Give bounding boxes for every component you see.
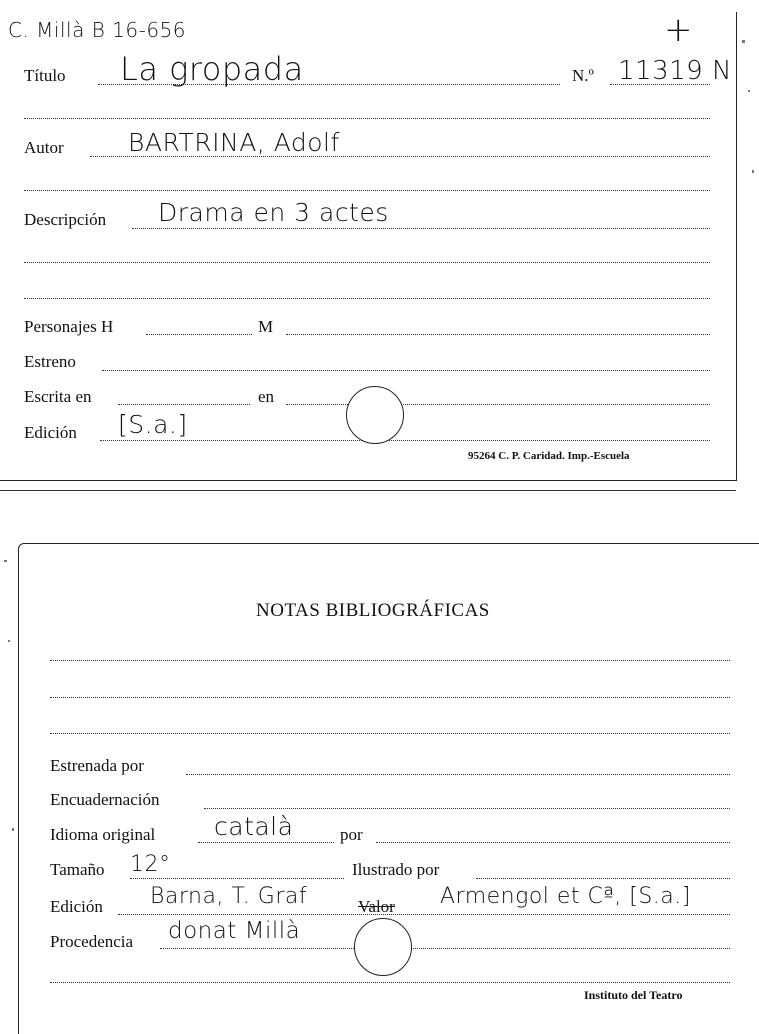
descripcion-line (132, 228, 710, 229)
tamano-value: 12° (130, 852, 171, 877)
personajes-h-line (146, 334, 252, 335)
estreno-label: Estreno (24, 352, 76, 371)
estreno-line (102, 370, 710, 371)
titulo-extra-line (24, 118, 710, 119)
edicion-back-line (118, 914, 730, 915)
call-number: C. Millà B 16-656 (8, 18, 187, 42)
edicion-back-struck: Valor (358, 897, 395, 916)
scan-speck (8, 640, 10, 642)
procedencia-label: Procedencia (50, 932, 134, 951)
numero-label: N.º (572, 66, 594, 85)
escrita-label: Escrita en (24, 387, 92, 406)
edicion-back-value-2: Armengol et Cª, [S.a.] (440, 884, 691, 909)
notas-line-1 (50, 660, 730, 661)
autor-extra-line (24, 190, 710, 191)
estrenada-label: Estrenada por (50, 756, 144, 775)
scan-speck (12, 828, 14, 831)
escrita-en-label: en (258, 387, 275, 406)
scan-speck (742, 40, 745, 43)
card-divider-line (0, 490, 736, 491)
tamano-label: Tamaño (50, 860, 105, 879)
edicion-line (100, 440, 710, 441)
notas-line-3 (50, 733, 730, 734)
personajes-m-label: M (258, 317, 274, 336)
edicion-label: Edición (24, 423, 77, 442)
edicion-back-value-1: Barna, T. Graf (150, 884, 308, 909)
tamano-line (130, 878, 344, 879)
descripcion-extra-line-1 (24, 262, 710, 263)
procedencia-value: donat Millà (168, 918, 301, 944)
procedencia-line (160, 948, 730, 949)
estrenada-line (186, 774, 730, 775)
corner-plus-mark: + (664, 10, 693, 50)
encuadernacion-label: Encuadernación (50, 790, 160, 809)
institution-imprint: Instituto del Teatro (584, 988, 683, 1002)
personajes-h-label: Personajes H (24, 317, 114, 336)
descripcion-extra-line-2 (24, 298, 710, 299)
scan-speck (752, 170, 754, 173)
escrita-line (118, 404, 250, 405)
idioma-por-label: por (340, 825, 363, 844)
personajes-m-line (286, 334, 710, 335)
idioma-por-line (376, 842, 730, 843)
notas-heading: NOTAS BIBLIOGRÁFICAS (256, 600, 490, 621)
autor-value: BARTRINA, Adolf (128, 128, 340, 157)
idioma-value: català (214, 812, 294, 841)
edicion-back-label: Edición (50, 897, 103, 916)
encuadernacion-line (204, 808, 730, 809)
scan-speck (4, 560, 7, 562)
autor-label: Autor (24, 138, 64, 157)
scan-speck (748, 90, 750, 92)
punch-hole-bottom (354, 918, 412, 976)
idioma-label: Idioma original (50, 825, 156, 844)
titulo-value: La gropada (120, 50, 304, 88)
descripcion-label: Descripción (24, 210, 107, 229)
edicion-value: [S.a.] (118, 410, 188, 439)
descripcion-value: Drama en 3 actes (158, 198, 389, 227)
punch-hole-top (346, 386, 404, 444)
procedencia-extra-line (50, 982, 730, 983)
printer-imprint: 95264 C. P. Caridad. Imp.-Escuela (468, 450, 630, 462)
numero-value: 11319 N (618, 56, 732, 86)
ilustrado-label: Ilustrado por (352, 860, 440, 879)
notas-line-2 (50, 697, 730, 698)
idioma-line (198, 842, 334, 843)
titulo-label: Título (24, 66, 66, 85)
ilustrado-line (476, 878, 730, 879)
